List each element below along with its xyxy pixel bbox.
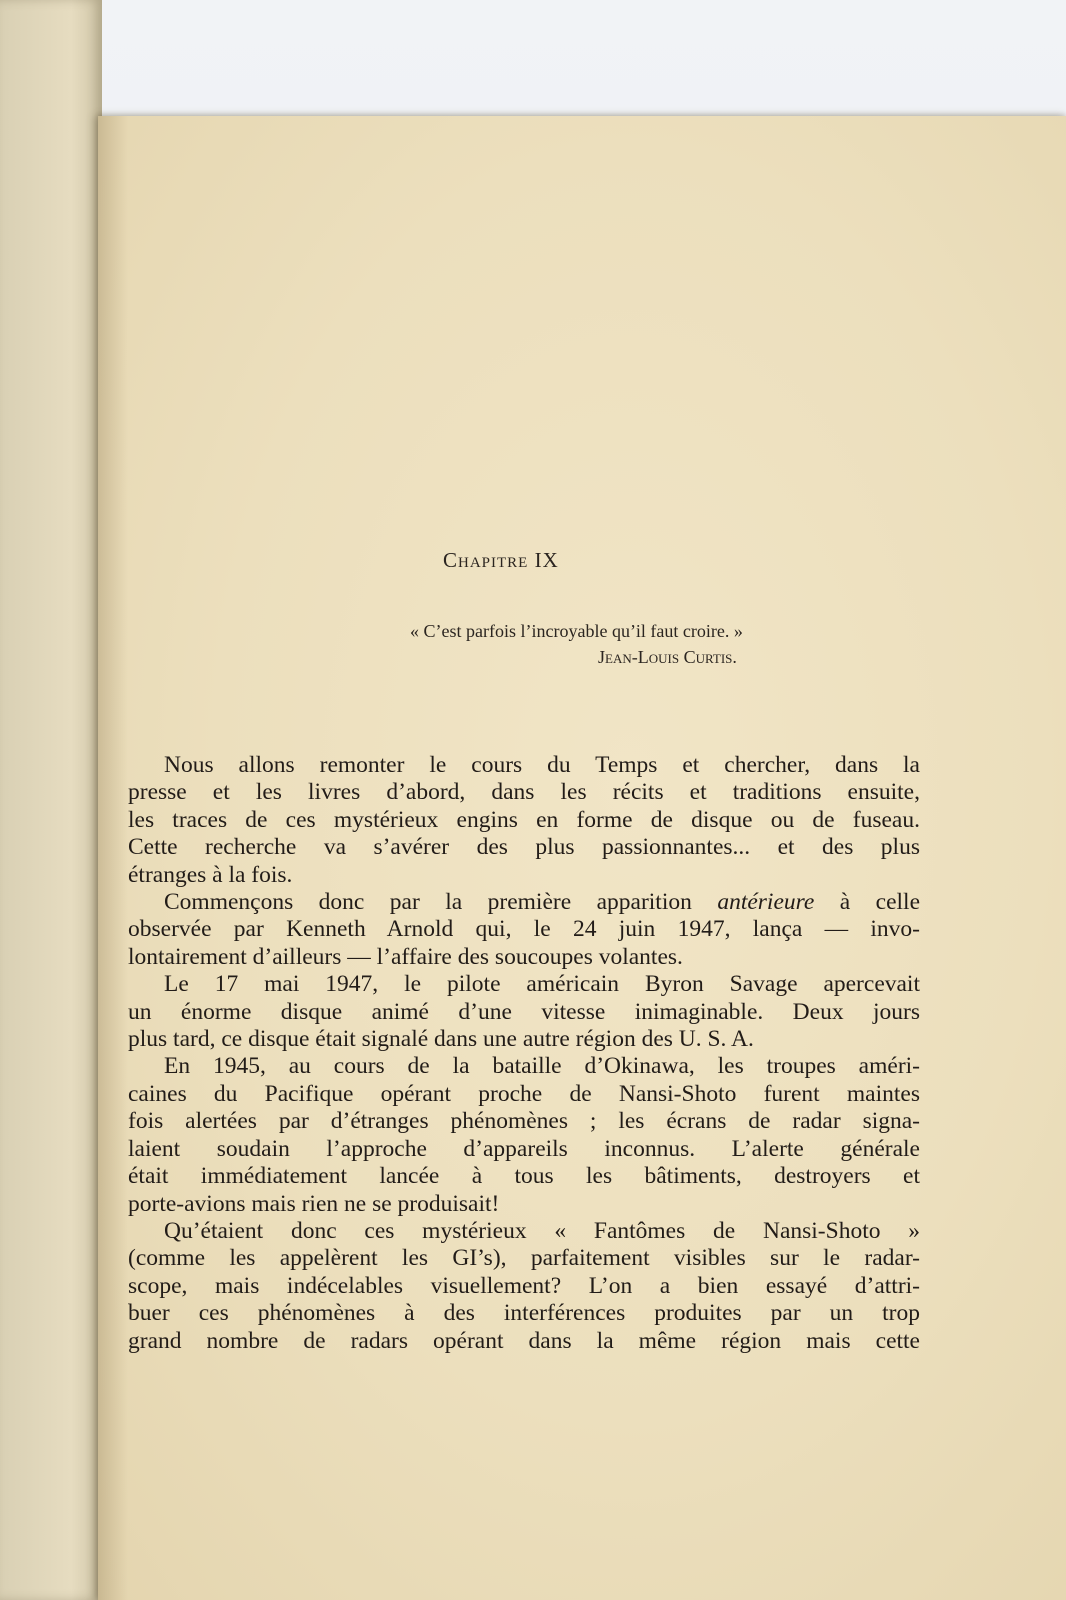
facing-page-edge <box>0 0 102 1600</box>
text-line: presse et les livres d’abord, dans les récits et traditions ensuite, <box>128 779 920 806</box>
text-line: plus tard, ce disque était signalé dans une autre région des U. S. A. <box>128 1026 754 1053</box>
text-line: Nous allons remonter le cours du Temps et chercher, dans la <box>164 752 920 778</box>
text-line: En 1945, au cours de la bataille d’Okinawa, les troupes améri- <box>164 1053 920 1080</box>
page-gutter-shadow <box>98 116 128 1600</box>
epigraph-author: Jean-Louis Curtis. <box>598 647 737 667</box>
text-line <box>128 889 920 916</box>
text-line: observée par Kenneth Arnold qui, le 24 juin 1947, lança — invo- <box>128 916 920 943</box>
text-line: caines du Pacifique opérant proche de Nansi-Shoto furent maintes <box>128 1080 920 1107</box>
chapter-heading: Chapitre IX <box>443 548 559 572</box>
epigraph-quote: « C’est parfois l’incroyable qu’il faut croire. » <box>410 621 743 641</box>
epigraph <box>410 618 743 670</box>
text-line: buer ces phénomènes à des interférences produites par un trop <box>128 1300 920 1327</box>
book-page <box>98 116 1066 1600</box>
text-line: était immédiatement lancée à tous les bâtiments, destroyers et <box>128 1163 920 1190</box>
text-line: un énorme disque animé d’une vitesse inimaginable. Deux jours <box>128 998 920 1025</box>
text-line: porte-avions mais rien ne se produisait! <box>128 1190 500 1217</box>
text-line: fois alertées par d’étranges phénomènes ; les écrans de radar signa- <box>128 1108 920 1135</box>
text-fragment: à celle <box>839 889 921 916</box>
text-line: laient soudain l’approche d’appareils inconnus. L’alerte générale <box>128 1135 920 1162</box>
text-line: (comme les appelèrent les GI’s), parfaitement visibles sur le radar- <box>128 1245 920 1272</box>
italic-word: antérieure <box>717 889 815 916</box>
text-line: Le 17 mai 1947, le pilote américain Byron Savage apercevait <box>164 971 920 998</box>
text-line: grand nombre de radars opérant dans la même région mais cette <box>128 1327 920 1354</box>
text-line: lontairement d’ailleurs — l’affaire des soucoupes volantes. <box>128 943 683 970</box>
text-line: scope, mais indécelables visuellement? L’on a bien essayé d’attri- <box>128 1272 920 1299</box>
text-line: Qu’étaient donc ces mystérieux « Fantômes de Nansi-Shoto » <box>164 1217 920 1244</box>
text-line: Cette recherche va s’avérer des plus passionnantes... et des plus <box>128 834 920 861</box>
text-fragment: Commençons donc par la première apparition <box>164 889 692 916</box>
text-line: les traces de ces mystérieux engins en forme de disque ou de fuseau. <box>128 806 920 833</box>
body-text <box>128 752 920 1355</box>
text-line: étranges à la fois. <box>128 861 293 888</box>
